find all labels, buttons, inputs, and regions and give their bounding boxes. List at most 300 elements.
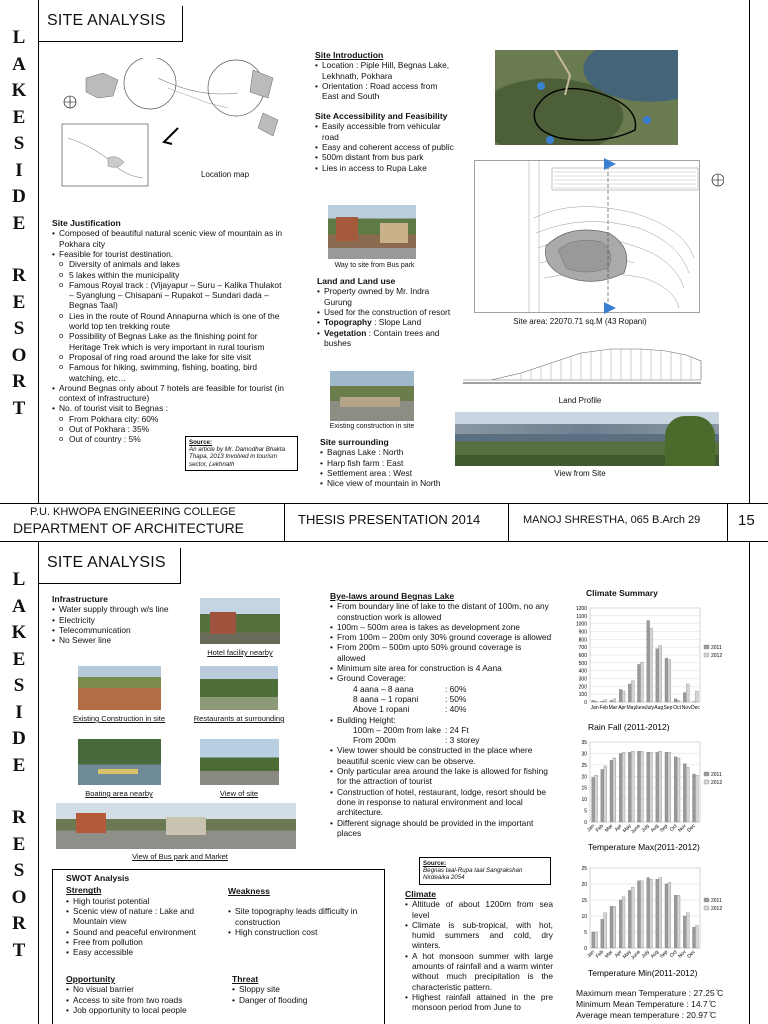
legend-swatch	[704, 780, 709, 784]
bar-2012	[659, 878, 662, 948]
x-tick-label: June	[629, 823, 642, 836]
weakness-item: • Site topography leads difficulty in construction	[228, 906, 376, 927]
surrounding-item: • Nice view of mountain in North	[320, 478, 460, 488]
surrounding-heading: Site surrounding	[320, 437, 389, 447]
swot-heading: SWOT Analysis	[66, 873, 130, 883]
legend-swatch	[704, 906, 709, 910]
x-tick-label: July	[640, 949, 651, 960]
legend-label: 2011	[711, 645, 722, 651]
bar-2011	[683, 764, 686, 822]
bar-2011	[610, 760, 613, 822]
x-tick-label: Mar	[608, 705, 618, 711]
bar-2012	[604, 700, 607, 702]
swot-opportunity	[66, 974, 216, 1015]
y-tick-label: 5	[584, 930, 587, 936]
y-tick-label: 500	[578, 660, 587, 667]
bylaw-item: • View tower should be constructed in the place where beautiful scenic view can be observe.	[330, 745, 552, 766]
strength-item: • Free from pollution	[66, 937, 216, 947]
tourist-visit-item: o From Pokhara city: 60%	[52, 414, 287, 424]
vertical-letter: E	[12, 212, 26, 234]
rainfall-chart	[566, 600, 736, 734]
x-tick-label: June	[634, 705, 646, 711]
opportunity-item: • Access to site from two roads	[66, 995, 216, 1005]
vertical-letter: R	[12, 265, 26, 286]
chart-title: Temperature Max(2011-2012)	[588, 842, 700, 852]
ground-coverage-row	[337, 694, 552, 704]
x-tick-label: Feb	[594, 949, 606, 960]
y-tick-label: 900	[578, 629, 587, 636]
land-use-item: • Property owned by Mr. Indra Gurung	[317, 286, 457, 307]
bar-2011	[647, 752, 650, 822]
x-tick-label: July	[645, 705, 655, 711]
bar-2012	[650, 752, 653, 822]
vertical-letter: E	[12, 648, 26, 670]
x-tick-label: Apr	[613, 823, 624, 833]
legend-swatch	[704, 898, 709, 902]
vertical-letter: S	[13, 133, 25, 154]
y-tick-label: 200	[578, 684, 587, 691]
building-height: • Building Height: 100m – 200m from lake : 24 Ft From 200m : 3 storey	[330, 715, 552, 746]
row-value: : 3 storey	[445, 735, 480, 746]
y-tick-label: 25	[581, 762, 587, 769]
x-tick-label: Nov	[677, 949, 688, 960]
vertical-letter: L	[12, 569, 26, 590]
view-caption: View of site	[219, 789, 259, 798]
bar-2012	[595, 775, 598, 822]
bar-2011	[674, 699, 677, 702]
strength-heading: Strength	[66, 885, 102, 896]
legend-swatch	[704, 645, 709, 649]
satellite-image	[495, 50, 678, 145]
existing-caption: Existing Construction in site	[72, 714, 166, 723]
row-value: : 24 Ft	[445, 724, 469, 735]
bar-2011	[692, 774, 695, 822]
legend-label: 2012	[711, 653, 723, 659]
climate-summary-title: Climate Summary	[586, 588, 658, 598]
y-tick-label: 15	[581, 898, 587, 904]
location-map-caption: Location map	[200, 170, 250, 179]
boating-caption: Boating area nearby	[85, 789, 153, 798]
infrastructure-item: • Electricity	[52, 615, 192, 625]
vertical-letter: D	[12, 186, 26, 207]
site-intro-heading: Site Introduction	[315, 50, 384, 60]
x-tick-label: Sep	[658, 823, 670, 834]
vertical-letter: S	[13, 318, 25, 339]
page-title: SITE ANALYSIS	[47, 554, 166, 571]
ground-coverage-row	[337, 704, 552, 714]
justification-subitem: o Possibility of Begnas Lake as the finishing point for Heritage Trek which is very important in rural tourism	[52, 331, 287, 352]
climate-item: • Highest rainfall attained in the pre monsoon period from June to	[405, 992, 553, 1013]
vertical-title	[0, 25, 38, 422]
row-label: Above 1 ropani	[353, 704, 410, 715]
bar-2011	[647, 621, 650, 702]
title-bar	[180, 548, 181, 584]
bylaw-item: • • From boundary line of lake to the distant of 100m, no any construction work is allowed	[330, 601, 552, 622]
bar-2012	[695, 691, 698, 702]
y-tick-label: 35	[581, 740, 587, 746]
bar-2011	[692, 927, 695, 948]
bar-2011	[637, 881, 640, 948]
bar-2011	[592, 932, 595, 948]
view-caption: View from Site	[554, 469, 606, 478]
x-tick-label: Jan	[590, 705, 599, 711]
legend-label: 2012	[711, 906, 723, 912]
x-tick-label: Mar	[603, 949, 615, 960]
strength-item: • High tourist potential	[66, 896, 216, 906]
site-area: Site area: 22070.71 sq.M (43 Ropani)	[513, 317, 647, 326]
buspark-caption: View of Bus park and Market	[132, 852, 228, 861]
vertical-letter: A	[12, 53, 26, 75]
x-tick-label: Apr	[613, 949, 624, 959]
bar-2011	[610, 700, 613, 702]
bar-2012	[668, 882, 671, 948]
chart-title: Rain Fall (2011-2012)	[588, 722, 670, 732]
x-tick-label: Apr	[618, 705, 626, 711]
vertical-letter: A	[12, 595, 26, 617]
infrastructure-item: • No Sewer line	[52, 635, 192, 645]
vertical-letter: I	[15, 159, 23, 181]
x-tick-label: Dec	[686, 949, 697, 960]
bar-2011	[619, 753, 622, 822]
bar-2012	[595, 932, 598, 948]
y-tick-label: 30	[581, 751, 587, 758]
climate-item: • Climate is sub-tropical, with hot, humid summers and cold, dry winters.	[405, 920, 553, 951]
vertical-letter: O	[11, 886, 27, 908]
bar-2012	[695, 926, 698, 948]
infrastructure-item: • Telecommunication	[52, 625, 192, 635]
land-use	[317, 276, 457, 348]
bylaw-item: • Construction of hotel, restaurant, lodge, resort should be done in response to natural environment and local architecture.	[330, 787, 552, 818]
row-value: : 50%	[445, 693, 467, 704]
bar-2012	[604, 913, 607, 948]
row-label: 100m – 200m from lake	[353, 724, 441, 735]
vertical-letter: D	[12, 728, 26, 749]
surrounding-item: • Bagnas Lake : North	[320, 447, 460, 457]
footer-divider	[727, 503, 728, 541]
bylaw-items	[330, 601, 552, 673]
bar-2012	[668, 752, 671, 822]
vertical-letter: I	[15, 701, 23, 723]
x-tick-label: Feb	[599, 705, 609, 711]
climate-item: • A hot monsoon summer with large amounts of rainfall and a warm winter without much precipitation is the characteristic pattern.	[405, 951, 553, 992]
bar-2012	[695, 775, 698, 822]
footer-bottom-line	[0, 541, 768, 542]
bar-2011	[647, 878, 650, 948]
bylaw-item: • From 100m – 200m only 30% ground coverage is allowed	[330, 632, 552, 642]
source-note: Source: An article by Mr. Damodhar Bhakta Thapa, 2013 Involved in tourism sector, Lekhnath	[185, 436, 298, 471]
view-from-site-photo	[455, 412, 719, 466]
vertical-letter: T	[12, 397, 26, 419]
x-tick-label: Dec	[686, 823, 697, 834]
row-value: : 40%	[445, 704, 467, 715]
y-tick-label: 5	[584, 808, 587, 815]
hotel-photo	[200, 598, 280, 644]
swot-threat	[232, 974, 372, 1005]
justification-item: • No. of tourist visit to Begnas : o From Pokhara city: 60% o Out of Pokhara : 35% o Out of country : 5%	[52, 403, 287, 444]
surrounding-item: • Harp fish farm : East	[320, 458, 460, 468]
infrastructure-item: • Water supply through w/s line	[52, 604, 192, 614]
y-tick-label: 600	[578, 653, 587, 659]
bar-2012	[631, 887, 634, 948]
site-justification	[52, 218, 287, 445]
bylaw-item: • From 200m – 500m upto 50% ground coverage is allowed	[330, 642, 552, 663]
justification-heading: Site Justification	[52, 218, 121, 228]
bar-2012	[622, 691, 625, 702]
intro-item: • Orientation : Road access from East and South	[315, 81, 455, 102]
right-border	[749, 0, 750, 503]
bar-2011	[674, 757, 677, 822]
bar-2011	[619, 900, 622, 948]
x-tick-label: Mar	[603, 823, 615, 834]
bar-2011	[601, 701, 604, 702]
vertical-letter: K	[11, 80, 27, 101]
access-item: • Easy and coherent access of public	[315, 142, 455, 152]
y-tick-label: 25	[581, 866, 587, 872]
tourist-visit-item: o Out of Pokhara : 35%	[52, 424, 287, 434]
access-item: • Easily accessible from vehicular road	[315, 121, 455, 142]
bar-2011	[610, 906, 613, 948]
chart-title: Temperature Min(2011-2012)	[588, 968, 698, 978]
location-map	[58, 58, 298, 188]
bar-2012	[613, 758, 616, 822]
bar-2011	[656, 752, 659, 822]
x-tick-label: Oct	[668, 949, 679, 959]
title-bar	[182, 6, 183, 42]
mean-temp-line: Minimum Mean Temperature : 14.7 ̊C	[576, 999, 717, 1009]
bar-2011	[683, 693, 686, 702]
justification-subitem: o 5 lakes within the municipality	[52, 270, 287, 280]
bar-2012	[650, 879, 653, 948]
x-tick-label: Feb	[594, 823, 606, 834]
x-tick-label: Dec	[690, 705, 700, 711]
bar-2011	[619, 689, 622, 702]
bar-2012	[686, 767, 689, 822]
bar-2012	[686, 684, 689, 702]
temp-max-chart	[566, 734, 736, 854]
x-tick-label: June	[629, 949, 642, 962]
vertical-letter: K	[11, 622, 27, 643]
bar-2012	[631, 751, 634, 822]
land-use-item: • Used for the construction of resort	[317, 307, 457, 317]
bylaw-item: • Only particular area around the lake is allowed for fishing for the attraction of tourist	[330, 766, 552, 787]
bar-2011	[683, 916, 686, 948]
vertical-letter: R	[12, 913, 26, 934]
legend-swatch	[704, 772, 709, 776]
bar-2011	[656, 649, 659, 702]
footer-department: DEPARTMENT OF ARCHITECTURE	[13, 520, 245, 536]
vertical-letter: R	[12, 371, 26, 392]
site-accessibility	[315, 111, 455, 173]
ground-coverage-row	[337, 684, 552, 694]
climate-item: • Altitude of about 1200m from sea level	[405, 899, 553, 920]
footer-college: P.U. KHWOPA ENGINEERING COLLEGE	[30, 506, 236, 518]
x-tick-label: May	[621, 949, 633, 961]
mean-temp-line: Maximum mean Temperature : 27.25 ̊C	[576, 988, 724, 998]
x-tick-label: Aug	[654, 705, 664, 711]
swot-weakness	[228, 886, 376, 937]
bar-2011	[628, 752, 631, 822]
y-tick-label: 100	[578, 692, 587, 699]
bylaw-item: • Different signage should be provided in the important places	[330, 818, 552, 839]
strength-item: • Sound and peaceful environment	[66, 927, 216, 937]
buspark-photo	[56, 803, 296, 849]
x-tick-label: July	[640, 823, 651, 834]
site-introduction	[315, 50, 455, 101]
y-tick-label: 15	[581, 785, 587, 792]
vertical-letter: R	[12, 807, 26, 828]
bar-2012	[640, 751, 643, 822]
bar-2012	[640, 662, 643, 702]
right-border	[749, 541, 750, 1024]
justification-item: • Around Begnas only about 7 hotels are feasible for tourist (in context of infrastructure)	[52, 383, 287, 404]
mean-temperatures	[576, 988, 751, 1021]
y-tick-label: 1100	[576, 613, 587, 620]
y-tick-label: 1200	[575, 606, 587, 612]
row-label: From 200m	[353, 735, 396, 746]
vertical-letter: E	[12, 754, 26, 776]
weakness-heading: Weakness	[228, 886, 270, 896]
bar-2011	[665, 884, 668, 948]
bar-2012	[677, 758, 680, 822]
bar-2012	[677, 895, 680, 948]
vertical-letter: L	[12, 27, 26, 48]
bar-2011	[628, 890, 631, 948]
bar-2012	[622, 752, 625, 822]
bar-2012	[677, 700, 680, 702]
justification-subitem: o Diversity of animals and lakes	[52, 259, 287, 269]
x-tick-label: Jan	[586, 823, 596, 834]
y-tick-label: 10	[581, 797, 587, 804]
left-border	[38, 0, 39, 503]
way-caption: Way to site from Bus park	[334, 262, 415, 269]
title-underline	[38, 583, 181, 584]
y-tick-label: 300	[578, 676, 587, 683]
infrastructure	[52, 594, 192, 646]
existing-construction-photo	[330, 371, 414, 421]
threat-item: • Danger of flooding	[232, 995, 372, 1005]
surrounding-item: • Settlement area : West	[320, 468, 460, 478]
y-tick-label: 1000	[575, 621, 587, 628]
land-profile-caption: Land Profile	[558, 396, 602, 405]
access-item: • 500m distant from bus park	[315, 152, 455, 162]
opportunity-item: • Job opportunity to local people	[66, 1005, 216, 1015]
y-tick-label: 20	[581, 882, 587, 888]
x-tick-label: Jan	[586, 949, 596, 960]
restaurant-photo	[200, 666, 278, 710]
justification-item: • Composed of beautiful natural scenic view of mountain as in Pokhara city	[52, 228, 287, 249]
swot-strength	[66, 873, 216, 957]
opportunity-item: • No visual barrier	[66, 984, 216, 994]
temp-min-chart	[566, 860, 736, 980]
vertical-letter: T	[12, 939, 26, 961]
x-tick-label: Aug	[649, 823, 661, 834]
bar-2012	[686, 913, 689, 948]
land-use-heading: Land and Land use	[317, 276, 396, 286]
bar-2012	[631, 681, 634, 702]
restaurants-caption: Restaurants at surrounding	[193, 714, 285, 723]
accessibility-heading: Site Accessibility and Feasibility	[315, 111, 448, 121]
x-tick-label: Aug	[649, 949, 661, 960]
bar-2012	[659, 751, 662, 822]
bar-2012	[604, 766, 607, 822]
page-title: SITE ANALYSIS	[47, 12, 166, 29]
climate	[405, 889, 553, 1013]
bar-2012	[668, 660, 671, 702]
left-border	[38, 541, 39, 1024]
justification-subitem: o Famous Royal track : (Vijayapur – Suru – Kalika Thulakot – Syanglung – Chisapani – Rupakot – Sundari dada – Begnas Taal)	[52, 280, 287, 311]
way-to-site-photo	[328, 205, 416, 259]
justification-item: • Feasible for tourist destination. o Diversity of animals and lakes o 5 lakes within the municipality o Famous Royal track : (Vijayapur – Suru – Kalika Thulakot – Syanglung – Chisapani – Rupakot – Sundari dada – Begnas Taal) o Lies in the route of Round Annapurna which is one of the world top ten trekking route o Possibility of Begnas Lake as the finishing point for Heritage Trek which is very important in rural tourism o Proposal of ring road around the lake for site visit o Famous for hiking, swimming, fishing, boating, bird watching, etc…	[52, 249, 287, 383]
boating-photo	[78, 739, 161, 785]
site-plan	[474, 158, 724, 316]
bar-2011	[674, 895, 677, 948]
vertical-title	[0, 567, 38, 964]
existing-caption: Existing construction in site	[329, 423, 415, 430]
vegetation-item: • Vegetation : Contain trees and bushes	[317, 328, 457, 349]
x-tick-label: May	[621, 823, 633, 835]
footer-divider	[508, 503, 509, 541]
row-label: 8 aana – 1 ropani	[353, 693, 419, 704]
vertical-letter: O	[11, 344, 27, 366]
x-tick-label: Oct	[673, 705, 681, 711]
bye-laws	[330, 591, 552, 838]
bar-2011	[601, 919, 604, 948]
bar-2011	[637, 664, 640, 702]
bar-2011	[665, 752, 668, 822]
vertical-letter: E	[12, 291, 26, 313]
bar-2012	[595, 701, 598, 702]
threat-item: • Sloppy site	[232, 984, 372, 994]
x-tick-label: Sep	[663, 705, 673, 711]
justification-subitem: o Proposal of ring road around the lake for site visit	[52, 352, 287, 362]
ground-coverage: • Ground Coverage: 4 aana – 8 aana : 60% 8 aana – 1 ropani : 50% Above 1 ropani : 40%	[330, 673, 552, 714]
justification-subitem: o Lies in the route of Round Annapurna which is one of the world top ten trekking route	[52, 311, 287, 332]
footer-presentation: THESIS PRESENTATION 2014	[298, 512, 481, 527]
vertical-letter: S	[13, 860, 25, 881]
site-surrounding	[320, 437, 460, 489]
y-tick-label: 700	[578, 645, 587, 652]
bar-2011	[628, 684, 631, 702]
mean-temp-line: Average mean temperature : 20.97 ̊C	[576, 1010, 717, 1020]
page-number: 15	[738, 512, 755, 529]
bar-2011	[656, 879, 659, 948]
y-tick-label: 0	[584, 946, 587, 952]
tourist-visit-item: o Out of country : 5%	[52, 434, 287, 444]
x-tick-label: Oct	[668, 823, 679, 833]
land-profile	[461, 345, 713, 393]
vertical-letter: E	[12, 833, 26, 855]
footer-divider	[284, 503, 285, 541]
bar-2011	[637, 751, 640, 822]
x-tick-label: May	[626, 705, 636, 711]
bar-2011	[592, 777, 595, 822]
weakness-item: • High construction cost	[228, 927, 376, 937]
building-height-row	[337, 735, 552, 745]
y-tick-label: 10	[581, 914, 587, 920]
row-value: : 60%	[445, 683, 467, 694]
legend-swatch	[704, 653, 709, 657]
title-underline	[38, 41, 183, 42]
climate-heading: Climate	[405, 889, 437, 899]
y-tick-label: 400	[578, 668, 587, 675]
bar-2012	[613, 699, 616, 702]
strength-item: • Easy accessible	[66, 947, 216, 957]
bar-2011	[601, 769, 604, 822]
bar-2012	[613, 906, 616, 948]
bar-2012	[640, 881, 643, 948]
strength-item: • Scenic view of nature : Lake and Mountain view	[66, 906, 216, 927]
bylaw-item: • Minimum site area for construction is 4 Aana	[330, 663, 552, 673]
